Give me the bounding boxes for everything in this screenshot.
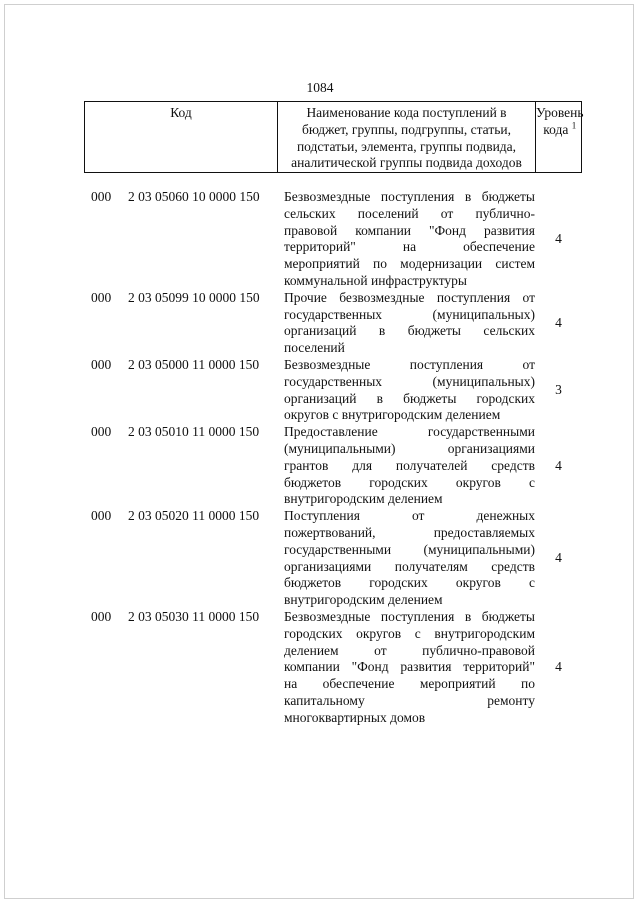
code-name-line: грантов для получателей средств — [284, 457, 535, 473]
code-name-line: пожертвований, предоставляемых — [284, 524, 535, 540]
code-name-line: Безвозмездные поступления в бюджеты — [284, 189, 535, 204]
admin-code-cell: 000 — [91, 356, 112, 372]
code-level-value: 3 — [555, 382, 562, 398]
code-name-line: Безвозмездные поступления в бюджеты — [284, 608, 535, 624]
header-code: Код — [85, 102, 278, 172]
code-level-cell — [535, 189, 582, 290]
code-level-value: 4 — [555, 659, 562, 675]
admin-code-cell: 000 — [91, 424, 112, 440]
code-name-line: организациями получателям средств — [284, 558, 535, 574]
code-name-line: государственных (муниципальных) — [284, 373, 535, 389]
income-code-cell: 2 03 05099 10 0000 150 — [128, 289, 260, 305]
header-name-line: бюджет, группы, подгруппы, статьи, — [302, 121, 511, 137]
table-row — [84, 357, 582, 424]
page-number: 1084 — [306, 80, 334, 95]
code-name-line: мероприятий по модернизации систем — [284, 256, 535, 272]
table-row — [84, 189, 582, 290]
code-name-cell — [284, 357, 535, 424]
code-name-line: бюджетов городских округов с — [284, 575, 535, 591]
header-name — [278, 102, 536, 172]
code-level-value: 4 — [555, 314, 562, 330]
code-name-line: организаций в бюджеты городских — [284, 390, 535, 406]
header-level — [536, 102, 584, 172]
income-code-cell: 2 03 05010 11 0000 150 — [128, 424, 260, 440]
code-level-cell — [535, 508, 582, 609]
table-row — [84, 424, 582, 508]
code-name-line: Безвозмездные поступления от — [284, 356, 535, 372]
code-name-line: государственными (муниципальными) — [284, 541, 535, 557]
code-name-line: Предоставление государственными — [284, 424, 535, 440]
code-name-line: Прочие безвозмездные поступления от — [284, 289, 535, 305]
code-level-cell — [535, 357, 582, 424]
code-name-line: Поступления от денежных — [284, 508, 535, 524]
table-row — [84, 508, 582, 609]
header-level-line — [536, 122, 584, 139]
code-name-line: государственных (муниципальных) — [284, 306, 535, 322]
admin-code-cell: 000 — [91, 608, 112, 624]
admin-code-cell: 000 — [91, 508, 112, 524]
code-name-line: внутригородским делением — [284, 491, 443, 507]
code-name-cell — [284, 609, 535, 727]
code-level-cell — [535, 290, 582, 357]
income-code-cell: 2 03 05000 11 0000 150 — [128, 356, 260, 372]
code-name-line: капитальному ремонту — [284, 692, 535, 708]
code-name-line: многоквартирных домов — [284, 709, 426, 725]
code-name-line: правовой компании "Фонд развития — [284, 222, 535, 238]
code-name-line: городских округов с внутригородским — [284, 625, 535, 641]
code-name-cell — [284, 290, 535, 357]
table-header — [84, 101, 582, 173]
code-name-line: бюджетов городских округов с — [284, 474, 535, 490]
code-level-cell — [535, 609, 582, 727]
code-level-value: 4 — [555, 550, 562, 566]
code-level-cell — [535, 424, 582, 508]
code-name-line: территорий" на обеспечение — [284, 239, 535, 255]
code-name-line: организаций в бюджеты сельских — [284, 323, 535, 339]
header-level-line: Уровень — [536, 105, 584, 120]
code-name-line: коммунальной инфраструктуры — [284, 272, 467, 288]
code-name-line: округов с внутригородским делением — [284, 407, 501, 423]
code-name-line: сельских поселений от публично- — [284, 205, 535, 221]
code-name-line: (муниципальными) организациями — [284, 440, 535, 456]
table-row — [84, 609, 582, 727]
admin-code-cell: 000 — [91, 189, 112, 204]
table-body — [84, 189, 582, 727]
code-name-line: компании "Фонд развития территорий" — [284, 659, 535, 675]
table-row — [84, 290, 582, 357]
header-name-line: аналитической группы подвида доходов — [291, 155, 522, 171]
header-name-line: Наименование кода поступлений в — [306, 105, 507, 120]
code-level-value: 4 — [555, 230, 562, 246]
footnote-marker: 1 — [571, 120, 577, 131]
admin-code-cell: 000 — [91, 289, 112, 305]
code-name-line: поселений — [284, 340, 345, 356]
code-name-cell — [284, 424, 535, 508]
code-name-cell — [284, 189, 535, 290]
code-name-cell — [284, 508, 535, 609]
income-code-cell: 2 03 05020 11 0000 150 — [128, 508, 260, 524]
header-name-line: подстатьи, элемента, группы подвида, — [296, 138, 517, 154]
code-name-line: внутригородским делением — [284, 592, 443, 608]
code-level-value: 4 — [555, 457, 562, 473]
income-code-cell: 2 03 05030 11 0000 150 — [128, 608, 260, 624]
code-name-line: на обеспечение мероприятий по — [284, 676, 535, 692]
income-code-cell: 2 03 05060 10 0000 150 — [128, 189, 260, 204]
header-level-text: кода — [543, 121, 569, 137]
code-name-line: делением от публично-правовой — [284, 642, 535, 658]
